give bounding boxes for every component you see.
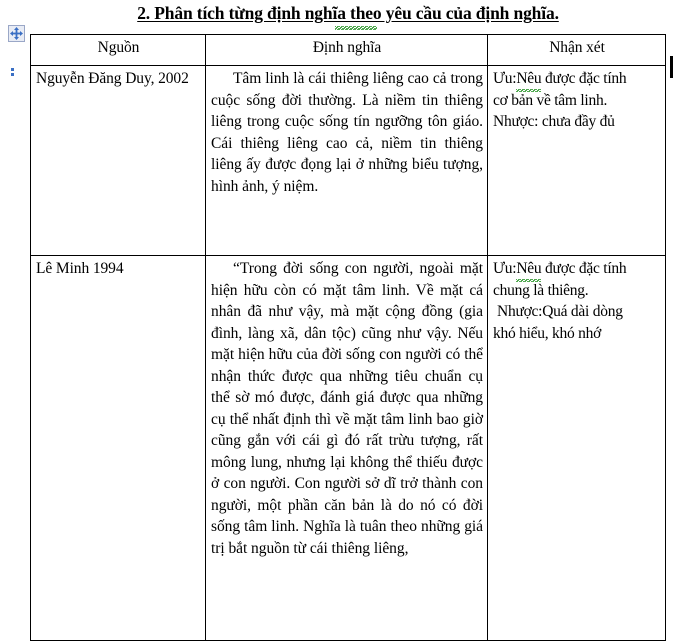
margin-tick [11, 68, 14, 71]
comment-line: Ưu:Nêu được đặc tính [493, 68, 661, 90]
comment-line: Nhược: chưa đầy đủ [493, 113, 615, 130]
page-title-text: 2. Phân tích từng định nghĩa theo yêu cầu của định nghĩa. [137, 3, 559, 23]
cell-definition[interactable] [206, 256, 488, 641]
comment-line: Ưu:Nêu được đặc tính [493, 258, 661, 280]
cell-source[interactable]: Lê Minh 1994 [31, 256, 206, 641]
column-header-comment: Nhận xét [488, 35, 666, 66]
margin-tick [11, 73, 14, 76]
comment-line: cơ bản về tâm linh. [493, 91, 608, 109]
table-row [31, 256, 666, 641]
table-row [31, 66, 666, 256]
four-way-arrow-icon [10, 27, 23, 40]
definition-text: Tâm linh là cái thiêng liêng cao cả trong cuộc sống đời thường. Là niềm tin thiêng liêng trong cuộc sống tín ngưỡng tôn giáo. Cái thiêng liêng cao cả, niềm tin thiêng liêng ấy được đọng lại ở những biểu tượng, hình ảnh, ý niệm. [211, 70, 483, 195]
comment-line: Nhược:Quá dài dòng [497, 303, 623, 320]
column-header-source: Nguồn [31, 35, 206, 66]
analysis-table [30, 34, 666, 641]
text-cursor [670, 56, 673, 78]
comment-line: khó hiểu, khó nhớ [493, 324, 602, 342]
column-header-definition: Định nghĩa [206, 35, 488, 66]
page-title [30, 3, 666, 23]
move-table-icon[interactable] [8, 25, 25, 42]
cell-comment[interactable] [488, 66, 666, 256]
spellcheck-underline-heading [335, 26, 377, 30]
table-header-row [31, 35, 666, 66]
cell-comment[interactable] [488, 256, 666, 641]
spellcheck-underline: Nêu [516, 68, 541, 90]
cell-definition[interactable] [206, 66, 488, 256]
spellcheck-underline: Nêu [516, 258, 541, 280]
comment-line: chung là thiêng. [493, 281, 589, 299]
definition-text: “Trong đời sống con người, ngoài mặt hiện hữu còn có mặt tâm linh. Về mặt cá nhân đã như vậy, mà mặt cộng đồng (gia đình, làng xã, dân tộc) cũng như vậy. Nếu mặt hiện hữu của đời sống con người có thể nhận thức được qua những tiêu chuẩn cụ thể sờ mó được, đánh giá được qua những cụ thể nhất định thì về mặt tâm linh bao giờ cũng gắn với cái gì đó rất trừu tượng, rất mông lung, nhưng lại không thể thiếu được ở con người. Con người sở dĩ trở thành con người, một phần căn bản là do nó có đời sống tâm linh. Nghĩa là tuân theo những giá trị bắt nguồn từ cái thiêng liêng, [211, 260, 483, 557]
cell-source[interactable]: Nguyễn Đăng Duy, 2002 [31, 66, 206, 256]
